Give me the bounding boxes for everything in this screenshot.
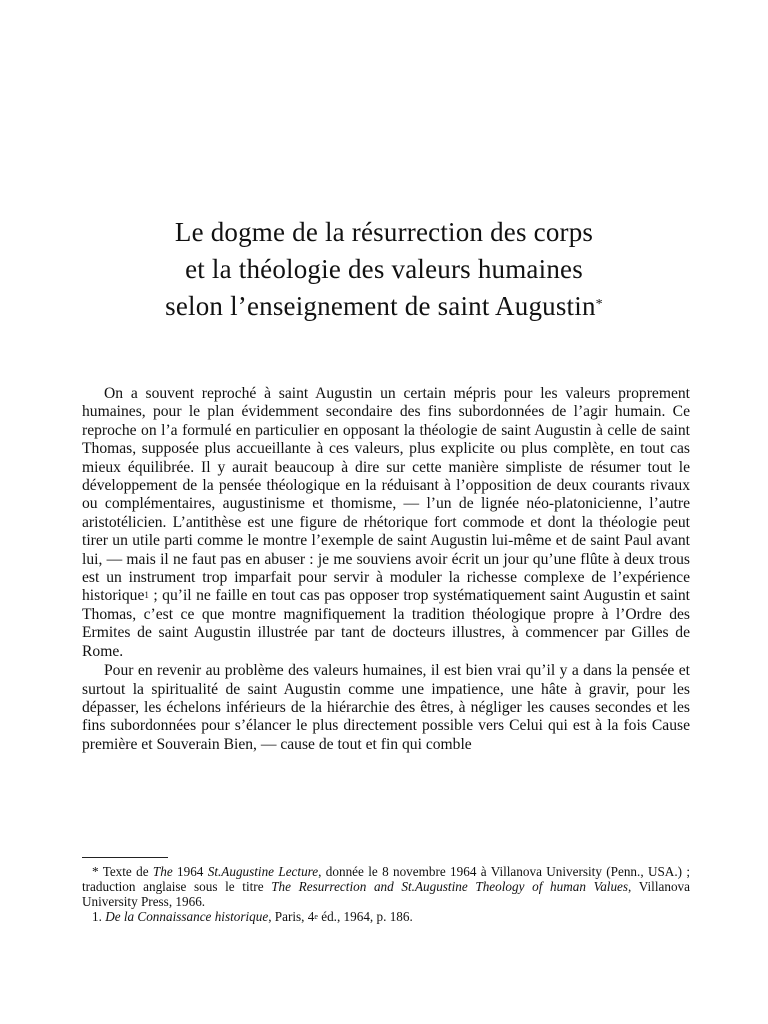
- footnote-separator: [82, 857, 168, 858]
- title-line-2: et la théologie des valeurs humaines: [185, 254, 583, 284]
- footnote-1-italic: De la Connaissance historique: [105, 909, 269, 924]
- footnote-1: [82, 909, 690, 924]
- footnote-star-italic-1: The: [152, 864, 173, 879]
- title-line-1: Le dogme de la résurrection des corps: [174, 217, 594, 247]
- footnote-star-italic-3: The Resurrection and St.Augustine Theology of human Values: [271, 879, 629, 894]
- footnote-reference-1: 1: [144, 590, 149, 601]
- title-footnote-marker: *: [595, 297, 603, 312]
- footnote-star-text-3: , donnée le 8 novembre 1964 à Villanova University (Penn., USA.) ; traduction anglaise sous le titre: [82, 864, 691, 894]
- footnote-star-text-2: 1964: [172, 864, 208, 879]
- footnote-1-text-2: éd., 1964, p. 186.: [317, 909, 413, 924]
- title-line-3-text: selon l’enseignement de saint Augustin: [165, 291, 596, 321]
- footnote-1-superscript: e: [314, 912, 318, 921]
- title-line-3: [60, 288, 708, 325]
- footnote-1-text-1: , Paris, 4: [268, 909, 315, 924]
- body-paragraph-2: Pour en revenir au problème des valeurs humaines, il est bien vrai qu’il y a dans la pensée et surtout la spiritualité de saint Augustin comme une impatience, une hâte à gravir, pour les dépasser, les échelons inférieurs de la hiérarchie des êtres, à négliger les causes secondes et les fins subordonnées pour s’élancer le plus directement possible vers Celui qui est à la fois Cause première et Souverain Bien, — cause de tout et fin qui comble: [82, 662, 690, 753]
- footnote-star-italic-2: St.Augustine Lecture: [207, 864, 319, 879]
- article-title: [60, 214, 708, 325]
- footnote-star-text-4: , Villanova University Press, 1966.: [82, 879, 690, 909]
- footnote-star-text-1: Texte de: [98, 864, 153, 879]
- article-body: [82, 385, 690, 754]
- body-paragraph-1: [82, 385, 690, 661]
- footnote-star-marker: *: [92, 864, 99, 879]
- paragraph-1-part-2: ; qu’il ne faille en tout cas pas opposer trop systématiquement saint Augustin et saint Thomas, c’est ce que montre magnifiquement la tradition théologique propre à l’Ordre des Ermites de saint Augustin illustrée par tant de docteurs illustres, à commencer par Gilles de Rome.: [82, 587, 690, 660]
- footnote-1-marker: 1.: [92, 909, 102, 924]
- paragraph-1-part-1: On a souvent reproché à saint Augustin un certain mépris pour les valeurs proprement humaines, pour le plan évidemment secondaire des fins subordonnées de l’agir humain. Ce reproche on l’a formulé en particulier en opposant la théologie de saint Augustin à celle de saint Thomas, supposée plus accueillante à ces valeurs, plus explicite ou plus complète, en tout cas mieux équilibrée. Il y aurait beaucoup à dire sur cette manière simpliste de résumer tout le développement de la pensée théologique en la réduisant à l’opposition de deux courants rivaux ou complémentaires, augustinisme et thomisme, — l’un de lignée néo-platonicienne, l’autre aristotélicien. L’antithèse est une figure de rhétorique fort commode et dont la théologie peut tirer un utile parti comme le montre l’exemple de saint Augustin lui-même et de saint Paul avant lui, — mais il ne faut pas en abuser : je me souviens avoir écrit un jour qu’une flûte à deux trous est un instrument trop imparfait pour servir à moduler la richesse complexe de l’expérience historique: [82, 385, 690, 605]
- footnotes: [82, 864, 690, 924]
- footnote-star: [82, 864, 690, 909]
